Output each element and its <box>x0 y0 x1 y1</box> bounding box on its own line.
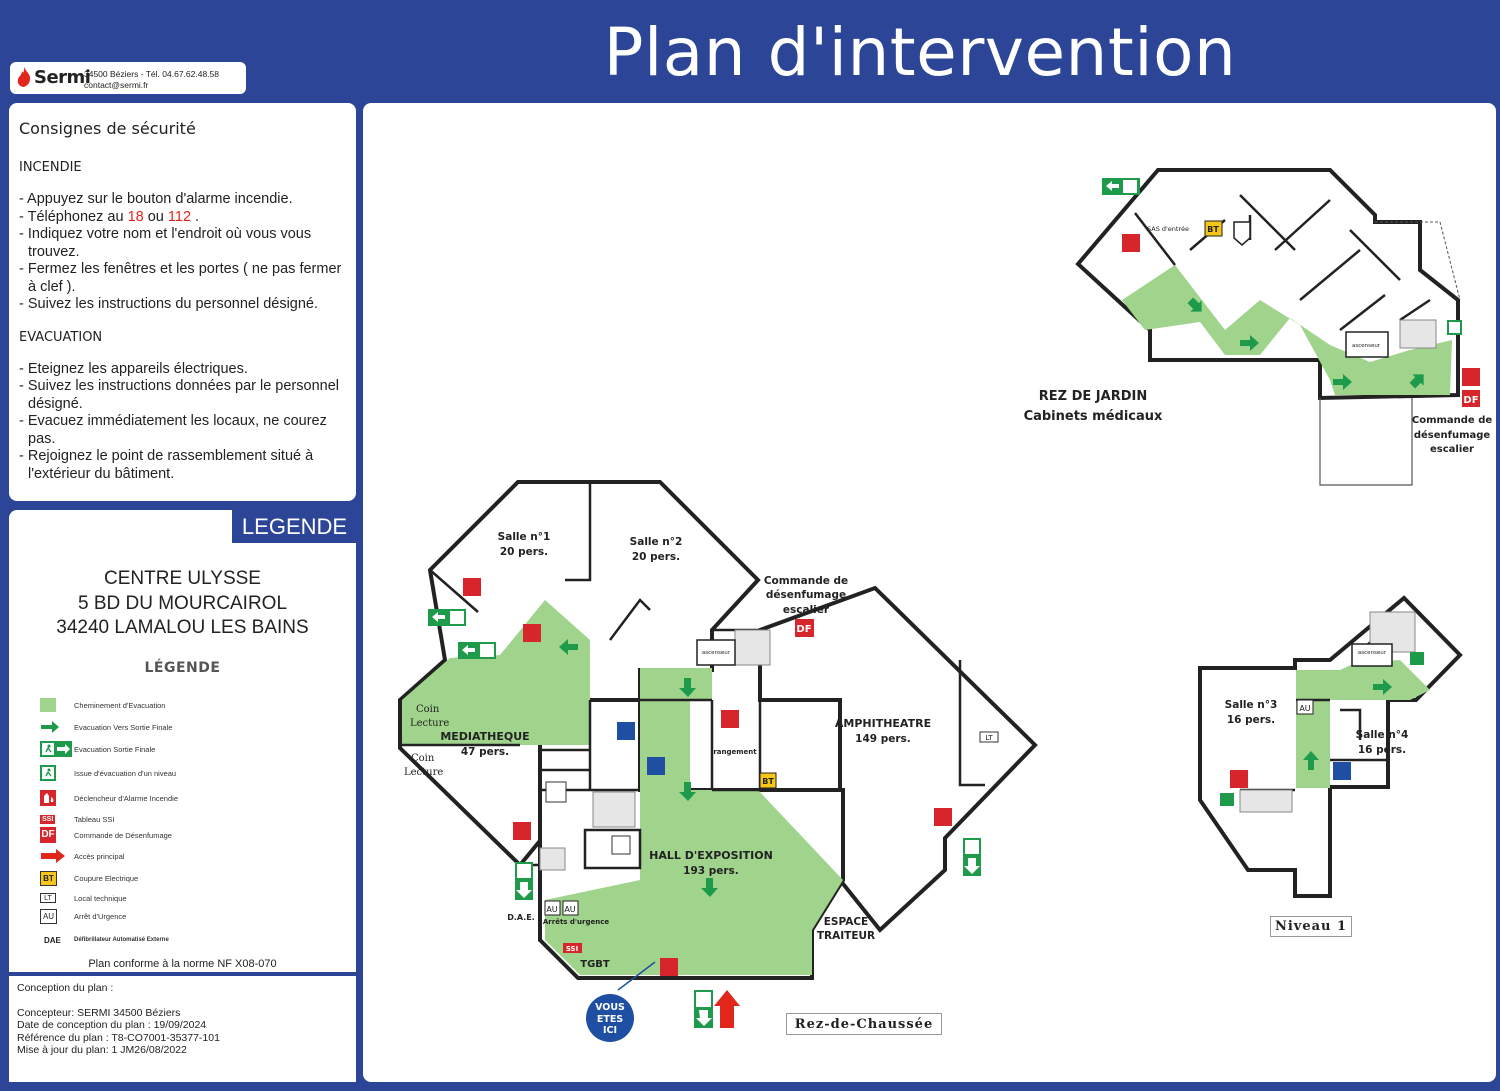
address-line: 34240 LAMALOU LES BAINS <box>56 617 309 638</box>
emergency-stops-label: Arrêts d'urgence <box>542 918 610 926</box>
restroom-icon <box>617 722 635 740</box>
logo-contact <box>84 69 219 91</box>
power-cut-icon: BT <box>40 871 57 886</box>
phone-text: . <box>191 208 200 225</box>
legend-title: LÉGENDE <box>144 660 221 676</box>
amphitheatre-capacity: 149 pers. <box>855 733 911 745</box>
fire-instruction: - Indiquez votre nom et l'endroit où vous vous trouvez. <box>19 226 312 260</box>
elevator-label: ascenseur <box>1352 343 1381 349</box>
exit-sign-icon <box>40 741 72 757</box>
main-switchboard-label: TGBT <box>580 959 610 970</box>
ground-floor-label: Rez-de-Chaussée <box>786 1013 942 1035</box>
credits-heading: Conception du plan : <box>17 982 114 994</box>
room-capacity: 16 pers. <box>1226 714 1276 726</box>
legend-label: Evacuation Sortie Finale <box>74 744 156 754</box>
exhibition-hall-label: HALL D'EXPOSITION <box>649 849 773 862</box>
cloakroom-icon <box>612 836 630 854</box>
smoke-control-label: escalier <box>782 604 830 616</box>
room-capacity: 16 pers. <box>1357 744 1407 756</box>
reading-corner-label: Lecture <box>410 718 450 729</box>
au-label: AU <box>546 905 558 914</box>
evacuation-instruction: - Suivez les instructions données par le personnel désigné. <box>19 378 339 412</box>
level-exit-icon <box>40 765 56 781</box>
defibrillator-icon: DAE <box>44 935 61 945</box>
credits-reference: Référence du plan : T8-CO7001-35377-101 <box>17 1031 220 1044</box>
fire-alarm-icon <box>1462 368 1480 386</box>
legend-label: Arrêt d'Urgence <box>74 911 127 921</box>
emergency-number-18: 18 <box>127 208 144 225</box>
amphitheatre-label: AMPHITHEATRE <box>834 717 932 730</box>
logo-name: Sermi <box>34 67 91 88</box>
au-label: AU <box>1299 704 1311 713</box>
legend-item-df <box>40 824 194 846</box>
main-access-arrow-icon <box>40 849 66 863</box>
you-are-here-text: ETES <box>596 1013 624 1025</box>
safety-instructions-panel <box>9 103 356 501</box>
elevator-label: ascenseur <box>701 650 731 656</box>
evacuation-instruction: - Rejoignez le point de rassemblement situé à l'extérieur du bâtiment. <box>19 448 314 482</box>
power-cut-label: BT <box>762 777 774 786</box>
restroom-icon <box>1333 762 1351 780</box>
media-library-capacity: 47 pers. <box>460 746 510 758</box>
reading-corner-label: Lecture <box>404 767 444 778</box>
smoke-control-label: escalier <box>1430 444 1474 455</box>
reading-corner-label: Coin <box>416 704 440 715</box>
technical-room-icon: LT <box>40 893 56 903</box>
legend-label: Commande de Désenfumage <box>74 830 172 840</box>
fire-heading: INCENDIE <box>19 160 82 175</box>
emergency-number-112: 112 <box>167 208 192 225</box>
legend-item-arrow <box>40 716 194 738</box>
smoke-control-icon: DF <box>40 827 56 843</box>
legend-label: Déclencheur d'Alarme Incendie <box>74 793 178 803</box>
accessibility-icon <box>546 782 566 802</box>
company-logo <box>10 62 246 94</box>
fire-alarm-icon <box>40 790 56 806</box>
power-cut-label: BT <box>1207 225 1219 234</box>
legend-label: Cheminement d'Evacuation <box>74 700 166 710</box>
evacuation-instruction: - Evacuez immédiatement les locaux, ne courez pas. <box>19 413 327 447</box>
evacuation-instructions <box>19 361 346 484</box>
fire-instruction: - Fermez les fenêtres et les portes ( ne pas fermer à clef ). <box>19 261 342 295</box>
logo-phone: 34500 Béziers - Tél. 04.67.62.48.58 <box>84 69 219 79</box>
level-1-plan <box>1200 598 1460 896</box>
df-label: DF <box>796 624 812 635</box>
legend-label: Evacuation Vers Sortie Finale <box>74 722 173 732</box>
legend-label: Défibrillateur Automatisé Externe <box>74 936 169 943</box>
legend-item-access <box>40 845 194 867</box>
garden-level-plan <box>1024 170 1493 485</box>
legend-label: Accès principal <box>74 851 125 861</box>
plan-credits <box>9 976 356 1082</box>
phone-text: - Téléphonez au <box>19 208 128 225</box>
level-exit-icon <box>1410 652 1424 665</box>
address-line: 5 BD DU MOURCAIROL <box>77 592 288 614</box>
storage-label: rangement <box>713 748 757 756</box>
legend-label: Issue d'évacuation d'un niveau <box>74 768 177 778</box>
room-label: Salle n°3 <box>1224 699 1278 711</box>
legend-item-final-exit <box>40 738 194 760</box>
lt-label: LT <box>985 734 993 742</box>
you-are-here-marker <box>586 994 634 1042</box>
fire-alarm-icon <box>1122 234 1140 252</box>
fire-instruction: - Suivez les instructions du personnel désigné. <box>19 296 319 312</box>
page-title: Plan d'intervention <box>603 14 1237 91</box>
defibrillator-label: D.A.E. <box>507 913 535 922</box>
you-are-here-text: VOUS <box>595 1002 625 1013</box>
smoke-control-label: Commande de <box>763 575 849 587</box>
green-arrow-icon <box>40 720 60 734</box>
catering-label: ESPACE <box>823 916 869 928</box>
level-1-label: Niveau 1 <box>1270 916 1352 937</box>
logo-email: contact@sermi.fr <box>84 80 149 90</box>
catering-label: TRAITEUR <box>816 930 876 942</box>
media-library-label: MEDIATHEQUE <box>440 730 530 743</box>
you-are-here-text: ICI <box>602 1025 618 1036</box>
elevator-label: ascenseur <box>1357 650 1387 656</box>
main-access-arrow-icon <box>714 990 740 1028</box>
smoke-control-label: désenfumage <box>765 589 847 601</box>
reading-corner-label: Coin <box>411 753 435 764</box>
ground-floor-plan <box>400 482 1035 1028</box>
au-label: AU <box>564 905 576 914</box>
garden-level-subtitle: Cabinets médicaux <box>1023 409 1163 424</box>
address-line: CENTRE ULYSSE <box>104 568 261 589</box>
level-exit-icon <box>1220 793 1234 806</box>
garden-level-title: REZ DE JARDIN <box>1038 389 1148 404</box>
evacuation-heading: EVACUATION <box>19 329 103 345</box>
credits-update: Mise à jour du plan: 1 JM26/08/2022 <box>17 1044 187 1056</box>
evacuation-path-swatch <box>40 698 56 712</box>
legend-item-path <box>40 694 194 716</box>
credits-date: Date de conception du plan : 19/09/2024 <box>17 1019 207 1031</box>
legend-label: Tableau SSI <box>74 814 115 824</box>
fire-instruction: - Appuyez sur le bouton d'alarme incendie. <box>19 191 293 207</box>
fire-alarm-icon <box>1230 770 1248 788</box>
safety-title: Consignes de sécurité <box>19 119 196 138</box>
smoke-control-label: Commande de <box>1411 415 1493 426</box>
legend-tab: LEGENDE <box>232 510 357 543</box>
exhibition-hall-capacity: 193 pers. <box>683 865 739 877</box>
room-capacity: 20 pers. <box>499 546 549 558</box>
ssi-label: SSI <box>565 945 579 953</box>
ssi-panel-icon: SSI <box>42 815 54 823</box>
fire-instruction-phone <box>19 209 346 227</box>
legend-item-dae <box>40 929 214 951</box>
norm-compliance: Plan conforme à la norme NF X08-070 <box>88 958 277 970</box>
room-label: Salle n°2 <box>629 536 683 548</box>
restroom-icon <box>647 757 665 775</box>
entrance-airlock-label: SAS d'entrée <box>1147 225 1189 233</box>
smoke-control-label: désenfumage <box>1413 430 1491 441</box>
legend-item-au <box>40 905 194 927</box>
legend-item-level-exit <box>40 762 194 784</box>
emergency-stop-icon: AU <box>40 909 57 924</box>
room-label: Salle n°1 <box>497 531 551 543</box>
room-capacity: 20 pers. <box>631 551 681 563</box>
room-label: Salle n°4 <box>1355 729 1409 741</box>
legend-item-bt <box>40 867 194 889</box>
legend-item-alarm <box>40 787 194 809</box>
building-address <box>9 567 356 641</box>
df-label: DF <box>1463 395 1479 406</box>
phone-text: ou <box>143 208 168 225</box>
evacuation-instruction: - Eteignez les appareils électriques. <box>19 360 248 377</box>
legend-label: Coupure Electrique <box>74 873 139 883</box>
flame-icon <box>16 66 32 88</box>
fire-instructions <box>19 191 346 314</box>
credits-designer: Concepteur: SERMI 34500 Béziers <box>17 1006 181 1019</box>
legend-label: Local technique <box>74 893 127 903</box>
